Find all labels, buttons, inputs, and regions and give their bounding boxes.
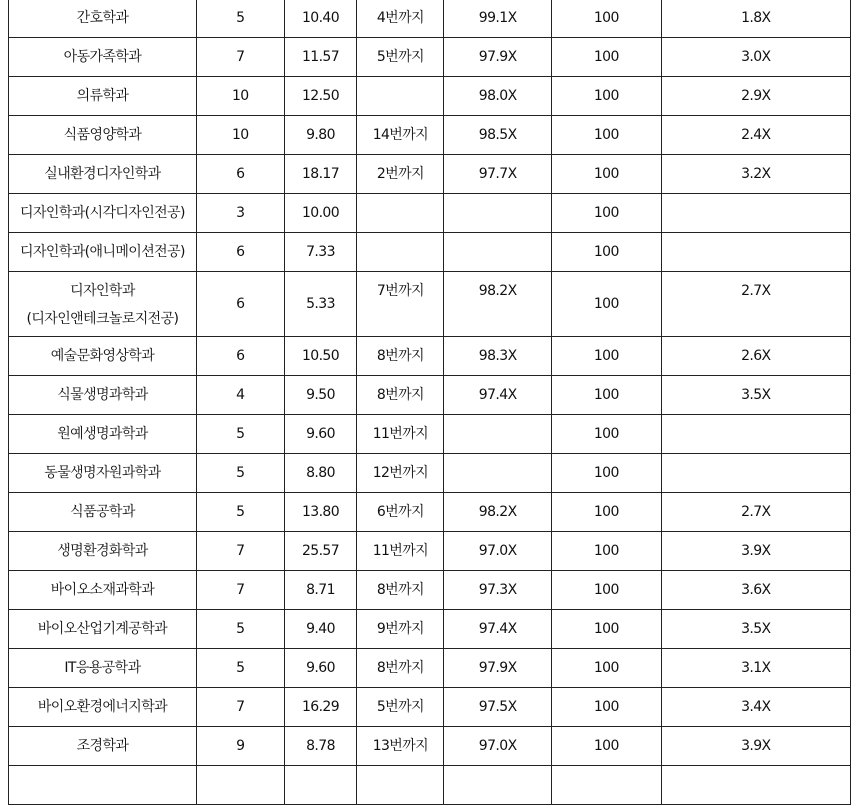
competition-ratio-cell: 11.57 — [284, 38, 357, 77]
department-cell: 식물생명과학과 — [9, 376, 197, 415]
department-cell: 의류학과 — [9, 77, 197, 116]
department-name: 디자인학과 — [70, 283, 135, 299]
empty-cell — [661, 766, 850, 805]
competition-ratio-cell: 8.78 — [284, 727, 357, 766]
table-row — [9, 194, 851, 233]
full-score-cell: 100 — [552, 233, 662, 272]
quota-cell: 5 — [196, 649, 284, 688]
waitlist-cell: 8번까지 — [357, 376, 444, 415]
full-score-cell: 100 — [552, 0, 662, 38]
full-score-cell: 100 — [552, 688, 662, 727]
percentile-cell: 97.7X — [444, 155, 552, 194]
empty-cell — [357, 766, 444, 805]
grade-cell — [661, 194, 850, 233]
department-cell: 생명환경화학과 — [9, 532, 197, 571]
competition-ratio-cell: 16.29 — [284, 688, 357, 727]
grade-cell: 3.2X — [661, 155, 850, 194]
full-score-cell: 100 — [552, 532, 662, 571]
grade-cell: 2.9X — [661, 77, 850, 116]
percentile-cell: 97.0X — [444, 727, 552, 766]
table-row — [9, 272, 851, 337]
percentile-cell — [444, 415, 552, 454]
competition-ratio-cell: 9.50 — [284, 376, 357, 415]
quota-cell: 3 — [196, 194, 284, 233]
empty-cell — [284, 766, 357, 805]
percentile-cell: 98.2X — [444, 272, 552, 337]
quota-cell: 9 — [196, 727, 284, 766]
competition-ratio-cell: 5.33 — [284, 272, 357, 337]
department-cell: 바이오환경에너지학과 — [9, 688, 197, 727]
full-score-cell: 100 — [552, 272, 662, 337]
full-score-cell: 100 — [552, 77, 662, 116]
department-cell: 조경학과 — [9, 727, 197, 766]
full-score-cell: 100 — [552, 493, 662, 532]
department-major: (디자인앤테크놀로지전공) — [26, 311, 179, 327]
full-score-cell: 100 — [552, 649, 662, 688]
grade-cell — [661, 233, 850, 272]
table-row — [9, 155, 851, 194]
quota-cell: 5 — [196, 0, 284, 38]
competition-ratio-cell: 10.50 — [284, 337, 357, 376]
quota-cell: 10 — [196, 77, 284, 116]
waitlist-cell: 11번까지 — [357, 415, 444, 454]
quota-cell: 7 — [196, 38, 284, 77]
department-cell — [9, 272, 197, 337]
full-score-cell: 100 — [552, 415, 662, 454]
full-score-cell: 100 — [552, 610, 662, 649]
quota-cell: 5 — [196, 610, 284, 649]
percentile-cell: 97.0X — [444, 532, 552, 571]
quota-cell: 7 — [196, 688, 284, 727]
percentile-cell — [444, 233, 552, 272]
table-row — [9, 532, 851, 571]
empty-cell — [444, 766, 552, 805]
table-row — [9, 571, 851, 610]
percentile-cell: 98.3X — [444, 337, 552, 376]
grade-cell: 3.9X — [661, 532, 850, 571]
waitlist-cell — [357, 233, 444, 272]
competition-ratio-cell: 7.33 — [284, 233, 357, 272]
percentile-cell: 97.9X — [444, 38, 552, 77]
department-cell: 동물생명자원과학과 — [9, 454, 197, 493]
table-row — [9, 0, 851, 38]
competition-ratio-cell: 10.00 — [284, 194, 357, 233]
quota-cell: 7 — [196, 571, 284, 610]
quota-cell: 5 — [196, 454, 284, 493]
waitlist-cell: 5번까지 — [357, 38, 444, 77]
waitlist-cell: 8번까지 — [357, 571, 444, 610]
grade-cell — [661, 415, 850, 454]
competition-ratio-cell: 10.40 — [284, 0, 357, 38]
table-row — [9, 77, 851, 116]
table-row — [9, 727, 851, 766]
percentile-cell: 99.1X — [444, 0, 552, 38]
full-score-cell: 100 — [552, 116, 662, 155]
full-score-cell: 100 — [552, 727, 662, 766]
department-cell: 식품공학과 — [9, 493, 197, 532]
grade-cell: 3.1X — [661, 649, 850, 688]
table-row — [9, 38, 851, 77]
table-body — [9, 0, 851, 805]
competition-ratio-cell: 9.80 — [284, 116, 357, 155]
grade-cell: 3.4X — [661, 688, 850, 727]
department-cell: 식품영양학과 — [9, 116, 197, 155]
empty-cell — [552, 766, 662, 805]
percentile-cell — [444, 454, 552, 493]
full-score-cell: 100 — [552, 194, 662, 233]
competition-ratio-cell: 25.57 — [284, 532, 357, 571]
table-row — [9, 233, 851, 272]
waitlist-cell — [357, 194, 444, 233]
quota-cell: 6 — [196, 272, 284, 337]
percentile-cell: 97.3X — [444, 571, 552, 610]
department-cell: 예술문화영상학과 — [9, 337, 197, 376]
department-cell: 간호학과 — [9, 0, 197, 38]
grade-cell: 3.5X — [661, 610, 850, 649]
empty-cell — [196, 766, 284, 805]
grade-cell: 3.0X — [661, 38, 850, 77]
table-row — [9, 610, 851, 649]
competition-ratio-cell: 9.60 — [284, 415, 357, 454]
department-cell: 디자인학과(시각디자인전공) — [9, 194, 197, 233]
table-row — [9, 116, 851, 155]
grade-cell — [661, 454, 850, 493]
percentile-cell: 97.4X — [444, 376, 552, 415]
competition-ratio-cell: 8.80 — [284, 454, 357, 493]
percentile-cell: 98.2X — [444, 493, 552, 532]
waitlist-cell: 4번까지 — [357, 0, 444, 38]
percentile-cell: 98.5X — [444, 116, 552, 155]
waitlist-cell: 8번까지 — [357, 649, 444, 688]
department-cell: 아동가족학과 — [9, 38, 197, 77]
grade-cell: 2.6X — [661, 337, 850, 376]
competition-ratio-cell: 18.17 — [284, 155, 357, 194]
department-cell: IT응용공학과 — [9, 649, 197, 688]
department-cell: 실내환경디자인학과 — [9, 155, 197, 194]
table-row — [9, 766, 851, 805]
quota-cell: 5 — [196, 415, 284, 454]
table-row — [9, 493, 851, 532]
percentile-cell: 97.9X — [444, 649, 552, 688]
full-score-cell: 100 — [552, 337, 662, 376]
department-cell: 바이오소재과학과 — [9, 571, 197, 610]
table-row — [9, 337, 851, 376]
competition-ratio-cell: 9.40 — [284, 610, 357, 649]
waitlist-cell: 11번까지 — [357, 532, 444, 571]
empty-cell — [9, 766, 197, 805]
percentile-cell — [444, 194, 552, 233]
full-score-cell: 100 — [552, 155, 662, 194]
full-score-cell: 100 — [552, 38, 662, 77]
waitlist-cell: 12번까지 — [357, 454, 444, 493]
admissions-table — [8, 0, 851, 805]
full-score-cell: 100 — [552, 376, 662, 415]
grade-cell: 2.7X — [661, 272, 850, 337]
table-row — [9, 454, 851, 493]
quota-cell: 4 — [196, 376, 284, 415]
waitlist-cell: 5번까지 — [357, 688, 444, 727]
table-row — [9, 688, 851, 727]
quota-cell: 6 — [196, 155, 284, 194]
waitlist-cell: 9번까지 — [357, 610, 444, 649]
waitlist-cell: 2번까지 — [357, 155, 444, 194]
waitlist-cell: 7번까지 — [357, 272, 444, 337]
quota-cell: 7 — [196, 532, 284, 571]
competition-ratio-cell: 8.71 — [284, 571, 357, 610]
quota-cell: 5 — [196, 493, 284, 532]
table-row — [9, 376, 851, 415]
table-row — [9, 415, 851, 454]
quota-cell: 6 — [196, 233, 284, 272]
percentile-cell: 98.0X — [444, 77, 552, 116]
quota-cell: 6 — [196, 337, 284, 376]
waitlist-cell — [357, 77, 444, 116]
waitlist-cell: 13번까지 — [357, 727, 444, 766]
competition-ratio-cell: 13.80 — [284, 493, 357, 532]
table-row — [9, 649, 851, 688]
grade-cell: 3.9X — [661, 727, 850, 766]
percentile-cell: 97.4X — [444, 610, 552, 649]
competition-ratio-cell: 9.60 — [284, 649, 357, 688]
competition-ratio-cell: 12.50 — [284, 77, 357, 116]
grade-cell: 2.4X — [661, 116, 850, 155]
grade-cell: 3.6X — [661, 571, 850, 610]
waitlist-cell: 6번까지 — [357, 493, 444, 532]
grade-cell: 1.8X — [661, 0, 850, 38]
quota-cell: 10 — [196, 116, 284, 155]
admissions-table-container — [8, 0, 851, 805]
full-score-cell: 100 — [552, 571, 662, 610]
department-cell: 원예생명과학과 — [9, 415, 197, 454]
percentile-cell: 97.5X — [444, 688, 552, 727]
waitlist-cell: 8번까지 — [357, 337, 444, 376]
waitlist-cell: 14번까지 — [357, 116, 444, 155]
grade-cell: 3.5X — [661, 376, 850, 415]
full-score-cell: 100 — [552, 454, 662, 493]
department-cell: 디자인학과(애니메이션전공) — [9, 233, 197, 272]
department-cell: 바이오산업기계공학과 — [9, 610, 197, 649]
grade-cell: 2.7X — [661, 493, 850, 532]
